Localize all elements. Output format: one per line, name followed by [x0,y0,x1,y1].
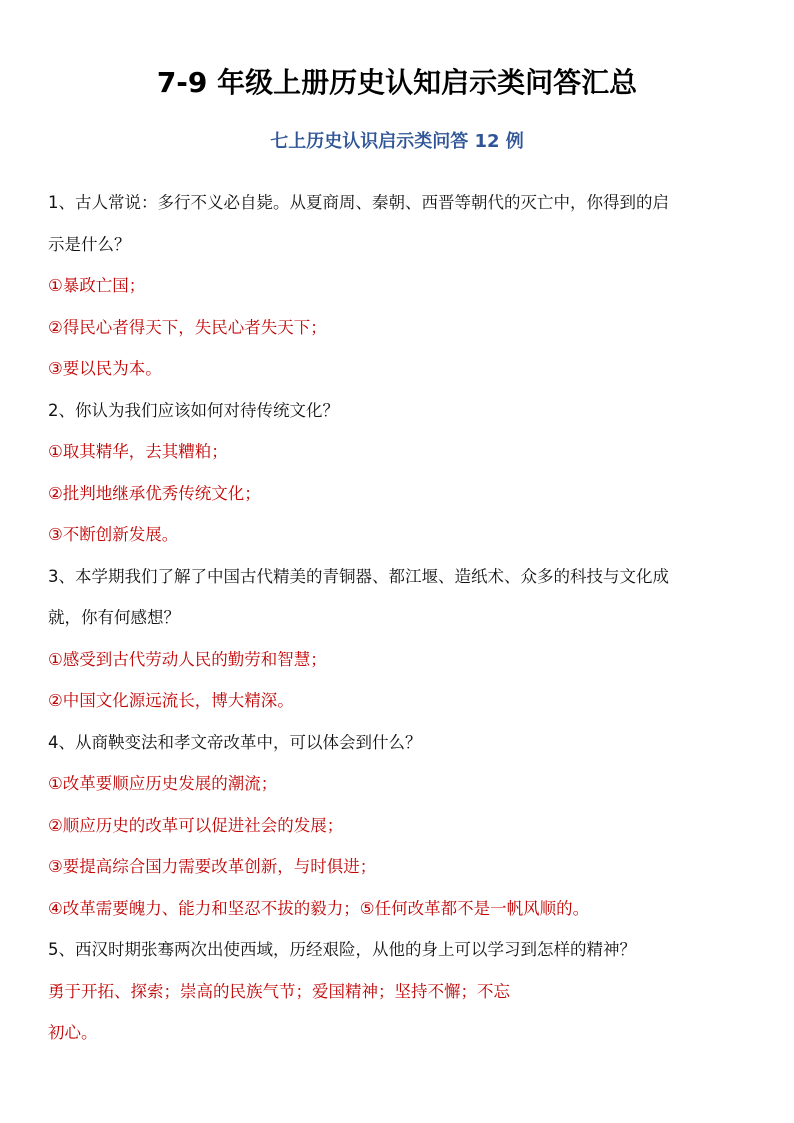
answer-line: ①暴政亡国； [48,276,146,295]
answer-line: ①感受到古代劳动人民的勤劳和智慧； [48,649,327,669]
section-subtitle: 七上历史认识启示类问答 12 例 [270,131,524,152]
answer-line: 初心。 [48,1023,98,1042]
question-line: 就，你有何感想？ [48,608,180,627]
answer-line: ③不断创新发展。 [48,525,179,544]
question-line: 示是什么？ [48,234,131,254]
question-line: 4、从商鞅变法和孝文帝改革中，可以体会到什么？ [48,732,422,752]
question-line: 1、古人常说：多行不义必自毙。从夏商周、秦朝、西晋等朝代的灭亡中，你得到的启 [48,193,669,212]
answer-line: ①改革要顺应历史发展的潮流； [48,774,278,793]
answer-line: ③要提高综合国力需要改革创新，与时俱进； [48,857,377,876]
answer-line: ④改革需要魄力、能力和坚忍不拔的毅力；⑤任何改革都不是一帆风顺的。 [48,898,590,918]
page-title: 7-9 年级上册历史认知启示类问答汇总 [156,66,638,99]
question-line: 5、西汉时期张骞两次出使西域，历经艰险，从他的身上可以学习到怎样的精神？ [48,940,636,959]
answer-line: ②中国文化源远流长，博大精深。 [48,691,294,710]
answer-line: ①取其精华，去其糟粕； [48,442,228,461]
answer-line: 勇于开拓、探索；崇高的民族气节；爱国精神；坚持不懈；不忘 [48,981,510,1001]
answer-line: ②批判地继承优秀传统文化； [48,483,261,503]
answer-line: ②顺应历史的改革可以促进社会的发展； [48,815,344,835]
answer-line: ③要以民为本。 [48,359,162,378]
question-line: 3、本学期我们了解了中国古代精美的青铜器、都江堰、造纸术、众多的科技与文化成 [48,566,669,586]
answer-line: ②得民心者得天下，失民心者失天下； [48,317,327,337]
question-line: 2、你认为我们应该如何对待传统文化？ [48,400,339,420]
qa-content [48,182,754,1054]
